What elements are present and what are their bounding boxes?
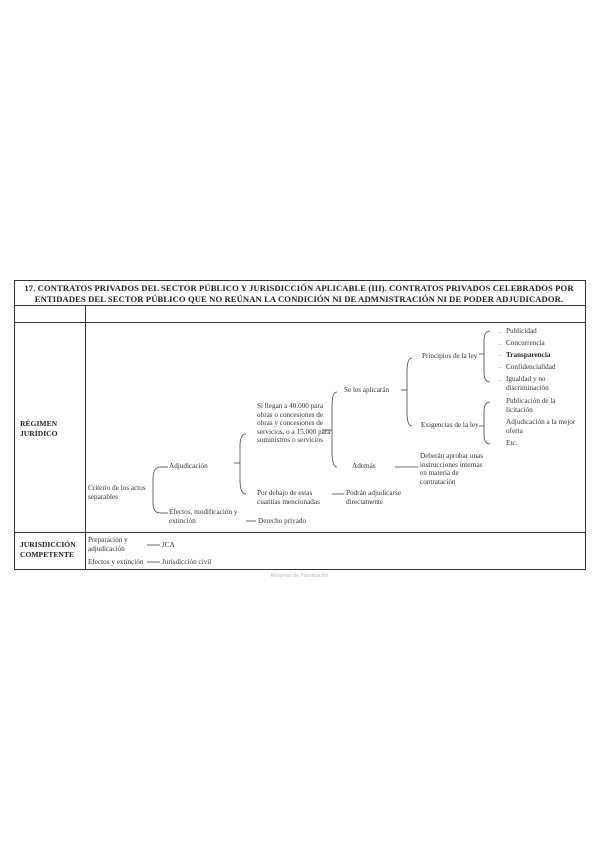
jurisdiccion-row-left: Efectos y extinción [88, 558, 144, 566]
svg-text:–: – [499, 366, 502, 371]
exigencia-item: Publicación de la licitación [506, 397, 556, 414]
svg-text:–: – [499, 343, 502, 348]
efectos-node: Efectos, modificación y extinción [169, 508, 238, 525]
jurisdiccion-row-right: JCA [162, 541, 175, 549]
svg-text:–: – [499, 354, 502, 359]
instrucciones-internas-node: Deberán aprobar unas instrucciones internas en materia de contratación [420, 452, 484, 486]
jurisdiccion-row-left: Preparación y adjudicación [88, 536, 128, 553]
principio-item: Igualdad y no discriminación [506, 375, 549, 392]
principio-item: Concurrencia [506, 339, 545, 347]
principio-item: Confidencialidad [506, 363, 556, 371]
principio-item: Publicidad [506, 327, 537, 335]
criterio-actos-separables: Criterio de los actos separables [88, 484, 146, 501]
exigencia-item: Adjudicación a la mejor oferta [506, 418, 576, 435]
ademas-node: Además [352, 462, 376, 470]
principios-node: Principios de la ley [422, 352, 478, 360]
svg-text:–: – [499, 331, 502, 336]
exigencia-item: Etc. [506, 439, 518, 447]
principio-item: Transparencia [506, 351, 551, 359]
si-llegan-node: Si llegan a 40.000 para obras o concesiones de obras y concesiones de servicios, o a 15.000 para suministros o servicios [257, 402, 331, 445]
adjudicacion-node: Adjudicación [169, 462, 208, 470]
derecho-privado-node: Derecho privado [258, 517, 307, 525]
se-les-aplicaran-node: Se les aplicarán [344, 386, 390, 394]
exigencias-node: Exigencias de la ley [421, 421, 479, 429]
svg-text:–: – [499, 379, 502, 384]
watermark: Resumen de Planificación [270, 573, 329, 579]
jurisdiccion-row-right: Jurisdicción civil [162, 558, 212, 566]
page-title: 17. CONTRATOS PRIVADOS DEL SECTOR PÚBLICO Y JURISDICCIÓN APLICABLE (III). CONTRATOS PRIVADOS CELEBRADOS POR ENTIDADES DEL SECTOR PÚBLICO QUE NO REÚNAN LA CONDICIÓN NI DE ADMNISTRACIÓN NI DE PODER ADJUDICADOR. [24, 283, 574, 304]
por-debajo-node: Por debajo de estas cuantías mencionadas [257, 489, 320, 506]
regimen-label: RÉGIMEN JURÍDICO [20, 419, 58, 438]
jurisdiccion-label: JURISDICCIÓN COMPETENTE [20, 540, 76, 559]
podran-adjudicarse-node: Podrán adjudicarse directamente [346, 489, 401, 506]
